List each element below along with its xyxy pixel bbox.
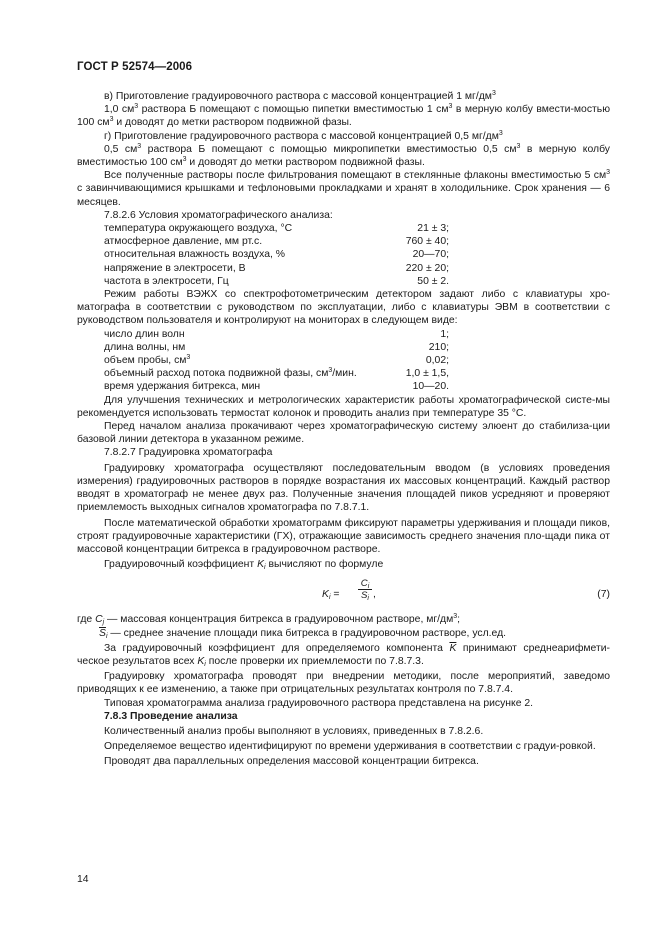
paragraph-improve: Для улучшения технических и метрологических характеристик работы хроматографической систе-мы рекомендуется использовать термостат колонок и проводить анализ при температуре 35 °С. [77, 394, 610, 419]
condition-row: напряжение в электросети, В 220 ± 20; [104, 262, 449, 274]
mode-row: число длин волн 1; [104, 328, 449, 340]
paragraph-ident: Определяемое вещество идентифицируют по времени удерживания в соответствии с градуи-ровкой. [104, 741, 596, 753]
condition-row: температура окружающего воздуха, °С 21 ± 3; [104, 223, 449, 235]
mode-row: объемный расход потока подвижной фазы, $см^3$/мин. 1,0 ± 1,5, [104, 367, 449, 380]
paragraph-v-body: 1,0 $см^3$ раствора Б помещают с помощью пипетки вместимостью 1 $см^3$ в мерную колбу вмести-мостью 100 $см^3$ и доводят до метки раствором подвижной фазы. [77, 103, 610, 129]
paragraph-regrad: Градуировку хроматографа проводят при внедрении методики, после мероприятий, заведомо приводящих к ее изменению, а также при отрицательных результатах контроля по 7.8.7.4. [77, 671, 610, 696]
paragraph-parallel: Проводят два параллельных определения массовой концентрации битрекса. [104, 756, 479, 768]
formula-lhs: $K_i$ = [322, 589, 340, 602]
section-7826-title: 7.8.2.6 Условия хроматографического анализа: [104, 209, 333, 221]
paragraph-g-title: г) Приготовление градуировочного раствора с массовой концентрацией 0,5 $мг/дм^3$ [104, 129, 503, 142]
condition-row: атмосферное давление, мм рт.с. 760 ± 40; [104, 236, 449, 248]
mode-row: время удержания битрекса, мин 10—20. [104, 381, 449, 393]
paragraph-coef: Градуировочный коэффициент $K_i$ вычисляют по формуле [104, 559, 384, 572]
paragraph-final-coef: За градуировочный коэффициент для определяемого компонента $\overline{K}$ принимают среднеарифмети-ческое результатов всех $K_i$ после проверки их приемлемости по 7.8.7.3. [77, 642, 610, 668]
paragraph-quant: Количественный анализ пробы выполняют в условиях, приведенных в 7.8.2.6. [104, 725, 484, 737]
mode-row: длина волны, нм 210; [104, 341, 449, 353]
document-header: ГОСТ Р 52574—2006 [77, 61, 193, 73]
paragraph-g-body: 0,5 $см^3$ раствора Б помещают с помощью микропипетки вместимостью 0,5 $см^3$ в мерную колбу вместимостью 100 $см^3$ и доводят до метки раствором подвижной фазы. [77, 142, 611, 169]
paragraph-before: Перед началом анализа прокачивают через хроматографическую систему элюент до стабилиза-ции базовой линии детектора в указанном режиме. [77, 421, 610, 446]
paragraph-v-title: в) Приготовление градуировочного раствора с массовой концентрацией 1 $мг/дм^3$ [104, 90, 496, 102]
equation-number: (7) [597, 589, 610, 601]
where-c: где $C_j$ — массовая концентрация битрекса в градуировочном растворе, $мг/дм^3$; [77, 613, 461, 627]
conditions-list [104, 222, 610, 288]
paragraph-typical: Типовая хроматограмма анализа градуировочного раствора представлена на рисунке 2. [104, 697, 534, 709]
mode-row: объем пробы, $см^3$ 0,02; [104, 354, 449, 367]
where-s: $\overline{S}_i$ — среднее значение площади пика битрекса в градуировочном растворе, усл.ед. [99, 627, 507, 640]
paragraph-storage: Все полученные растворы после фильтрования помещают в стеклянные флаконы вместимостью 5 $см^3$ с завинчивающимися крышками и тефлоновыми прокладками и хранят в холодильнике. Срок хранения — 6 месяцев. [77, 169, 610, 208]
section-7827-title: 7.8.2.7 Градуировка хроматографа [104, 447, 273, 459]
paragraph-after: После математической обработки хроматограмм фиксируют параметры удерживания и площади пиков, строят градуировочные характеристики (ГХ), отражающие зависимость среднего значения пло-щади пика от массовой концентрации битрекса в градуировочном растворе. [77, 517, 610, 555]
condition-row: частота в электросети, Гц 50 ± 2. [104, 275, 449, 287]
page-number: 14 [77, 874, 89, 885]
formula-fraction: $\frac{C_i}{S_i}$ [358, 578, 372, 601]
section-783-title: 7.8.3 Проведение анализа [104, 710, 238, 722]
paragraph-grad: Градуировку хроматографа осуществляют последовательным вводом (в условиях проведения измерения) градуировочных растворов в порядке возрастания их массовых концентраций. Каждый раствор вводят в хроматограф не менее двух раз. Полученные значения площадей пиков усредняют и проверяют приемлемость выходных сигналов хроматографа по 7.8.7.1. [77, 462, 610, 514]
paragraph-mode: Режим работы ВЭЖХ со спектрофотометрическим детектором задают либо с клавиатуры хро-матографа в соответствии с руководством по эксплуатации, либо с клавиатуры ЭВМ в соответствии с руководством пользователя и контролируют на мониторах в следующем виде: [77, 289, 610, 327]
document-body [77, 90, 610, 769]
mode-list [104, 328, 610, 394]
condition-row: относительная влажность воздуха, % 20—70; [104, 249, 449, 261]
formula-7: $K_i$ = $\frac{C_i}{S_i}$ , (7) [322, 578, 610, 603]
